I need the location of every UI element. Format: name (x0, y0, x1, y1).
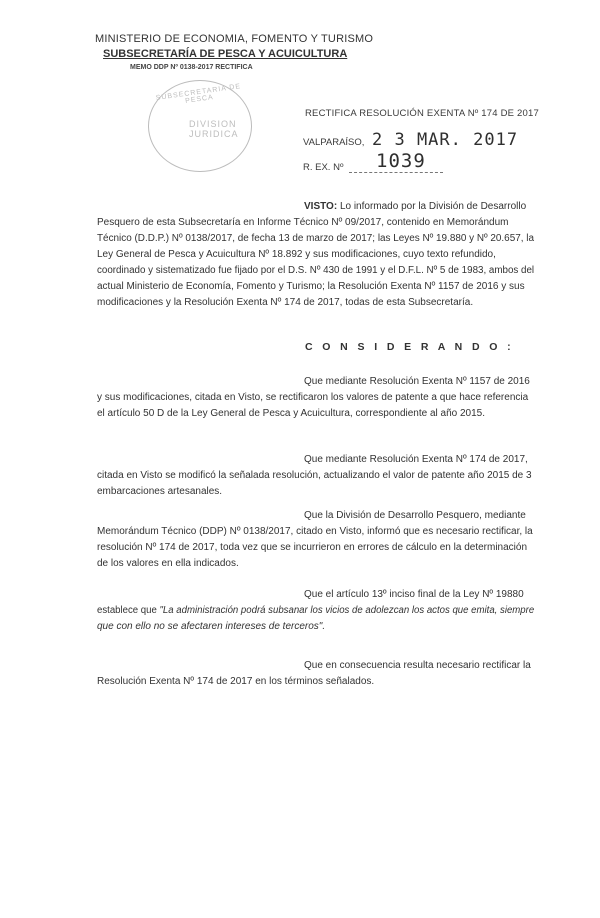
considerando-3-line-1: Que la División de Desarrollo Pesquero, mediante (304, 510, 526, 521)
stamp-ring-text: SUBSECRETARIA DE PESCA (155, 83, 242, 105)
place-label: VALPARAÍSO, (303, 137, 365, 148)
rex-underline (349, 172, 443, 173)
considerando-4-line-2: establece que "La administración podrá subsanar los vicios de adolezcan los actos que emita, siempre (97, 605, 535, 616)
considerando-5-line-1: Que en consecuencia resulta necesario rectificar la (304, 660, 531, 671)
division-stamp (148, 80, 252, 172)
visto-line-6: actual Ministerio de Economía, Fomento y Turismo; la Resolución Exenta Nº 1157 de 2016 y sus (97, 281, 525, 292)
visto-line-1: VISTO: Lo informado por la División de Desarrollo (304, 201, 527, 212)
considerando-1-line-3: el artículo 50 D de la Ley General de Pesca y Acuicultura, correspondiente al año 2015. (97, 408, 486, 419)
visto-line-4: Ley General de Pesca y Acuicultura Nº 18.892 y sus modificaciones, cuyo texto refundido, (97, 249, 496, 260)
visto-line-7: modificaciones y la Resolución Exenta Nº 174 de 2017, todas de esta Subsecretaría. (97, 297, 474, 308)
rex-number: 1039 (376, 150, 426, 172)
memo-reference: MEMO DDP Nº 0138-2017 RECTIFICA (130, 64, 253, 71)
visto-line-2: Pesquero de esta Subsecretaría en Informe Técnico Nº 09/2017, contenido en Memorándum (97, 217, 509, 228)
law-quote-1: "La administración podrá subsanar los vicios de adolezcan los actos que emita, siempre (159, 605, 535, 616)
visto-line-3: Técnico (D.D.P.) Nº 0138/2017, de fecha 13 de marzo de 2017; las Leyes Nº 19.880 y Nº 20.657, la (97, 233, 534, 244)
considerando-4-line-3: que con ello no se afectaren intereses de terceros". (97, 621, 326, 632)
resolution-title: RECTIFICA RESOLUCIÓN EXENTA Nº 174 DE 2017 (305, 108, 539, 119)
considerando-3-line-4: de los valores en ella indicados. (97, 558, 239, 569)
considerando-4-line-1: Que el artículo 13º inciso final de la Ley Nº 19880 (304, 589, 524, 600)
subsecretaria-name: SUBSECRETARÍA DE PESCA Y ACUICULTURA (103, 48, 348, 60)
considerando-2-line-3: embarcaciones artesanales. (97, 486, 223, 497)
visto-line-5: coordinado y sistematizado fue fijado por el D.S. Nº 430 de 1991 y el D.F.L. Nº 5 de 1983, ambos del (97, 265, 535, 276)
resolution-date: 2 3 MAR. 2017 (372, 130, 519, 150)
ministry-name: MINISTERIO DE ECONOMIA, FOMENTO Y TURISMO (95, 33, 374, 45)
visto-label: VISTO: (304, 201, 338, 212)
considerando-1-line-2: y sus modificaciones, citada en Visto, se rectificaron los valores de patente a que hace referencia (97, 392, 529, 403)
stamp-center-text: DIVISION JURIDICA (189, 119, 239, 139)
considerando-5-line-2: Resolución Exenta Nº 174 de 2017 en los términos señalados. (97, 676, 375, 687)
considerando-2-line-2: citada en Visto se modificó la señalada resolución, actualizando el valor de patente año 2015 de 3 (97, 470, 532, 481)
considerando-1-line-1: Que mediante Resolución Exenta Nº 1157 de 2016 (304, 376, 530, 387)
rex-label: R. EX. Nº (303, 162, 344, 173)
considerando-3-line-2: Memorándum Técnico (DDP) Nº 0138/2017, citado en Visto, informó que es necesario rectificar, la (97, 526, 533, 537)
considerando-heading: C O N S I D E R A N D O : (305, 341, 515, 353)
considerando-2-line-1: Que mediante Resolución Exenta Nº 174 de 2017, (304, 454, 528, 465)
considerando-3-line-3: resolución Nº 174 de 2017, toda vez que se incurrieron en errores de cálculo en la determinación (97, 542, 528, 553)
